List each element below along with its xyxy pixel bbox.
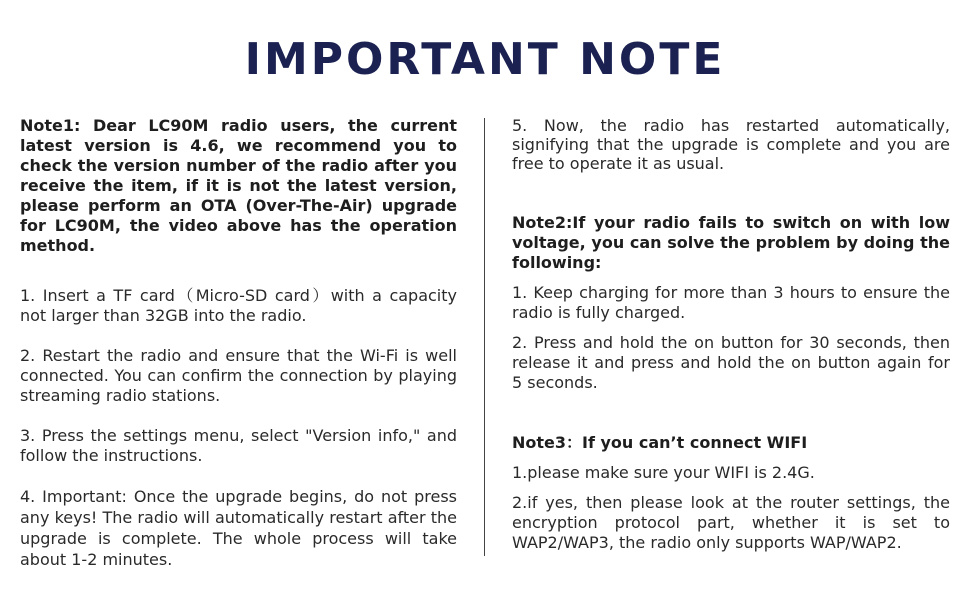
page-title: IMPORTANT NOTE bbox=[244, 34, 726, 85]
note2-item-1: 1. Keep charging for more than 3 hours to ensure the radio is fully charged. bbox=[512, 283, 950, 322]
note2-item-2: 2. Press and hold the on button for 30 seconds, then release it and press and hold the on button again for 5 seconds. bbox=[512, 333, 950, 392]
left-column bbox=[20, 116, 457, 570]
right-column bbox=[512, 116, 950, 553]
step-2: 2. Restart the radio and ensure that the Wi-Fi is well connected. You can confirm the connection by playing streaming radio stations. bbox=[20, 346, 457, 405]
note3-item-1: 1.please make sure your WIFI is 2.4G. bbox=[512, 463, 815, 482]
note3-heading: Note3：If you can’t connect WIFI bbox=[512, 433, 808, 452]
step-3: 3. Press the settings menu, select "Version info," and follow the instructions. bbox=[20, 426, 457, 465]
note2-heading: Note2:If your radio fails to switch on with low voltage, you can solve the problem by doing the following: bbox=[512, 213, 950, 272]
note3-item-2: 2.if yes, then please look at the router settings, the encryption protocol part, whether it is set to WAP2/WAP3, the radio only supports WAP/WAP2. bbox=[512, 493, 950, 552]
step-1: 1. Insert a TF card（Micro-SD card）with a capacity not larger than 32GB into the radio. bbox=[20, 286, 457, 325]
step-4: 4. Important: Once the upgrade begins, do not press any keys! The radio will automatically restart after the upgrade is complete. The whole process will take about 1-2 minutes. bbox=[20, 487, 457, 569]
column-divider bbox=[484, 118, 485, 556]
step-5: 5. Now, the radio has restarted automatically, signifying that the upgrade is complete and you are free to operate it as usual. bbox=[512, 116, 950, 173]
note1-text: Note1: Dear LC90M radio users, the current latest version is 4.6, we recommend you to check the version number of the radio after you receive the item, if it is not the latest version, please perform an OTA (Over-The-Air) upgrade for LC90M, the video above has the operation method. bbox=[20, 116, 457, 255]
